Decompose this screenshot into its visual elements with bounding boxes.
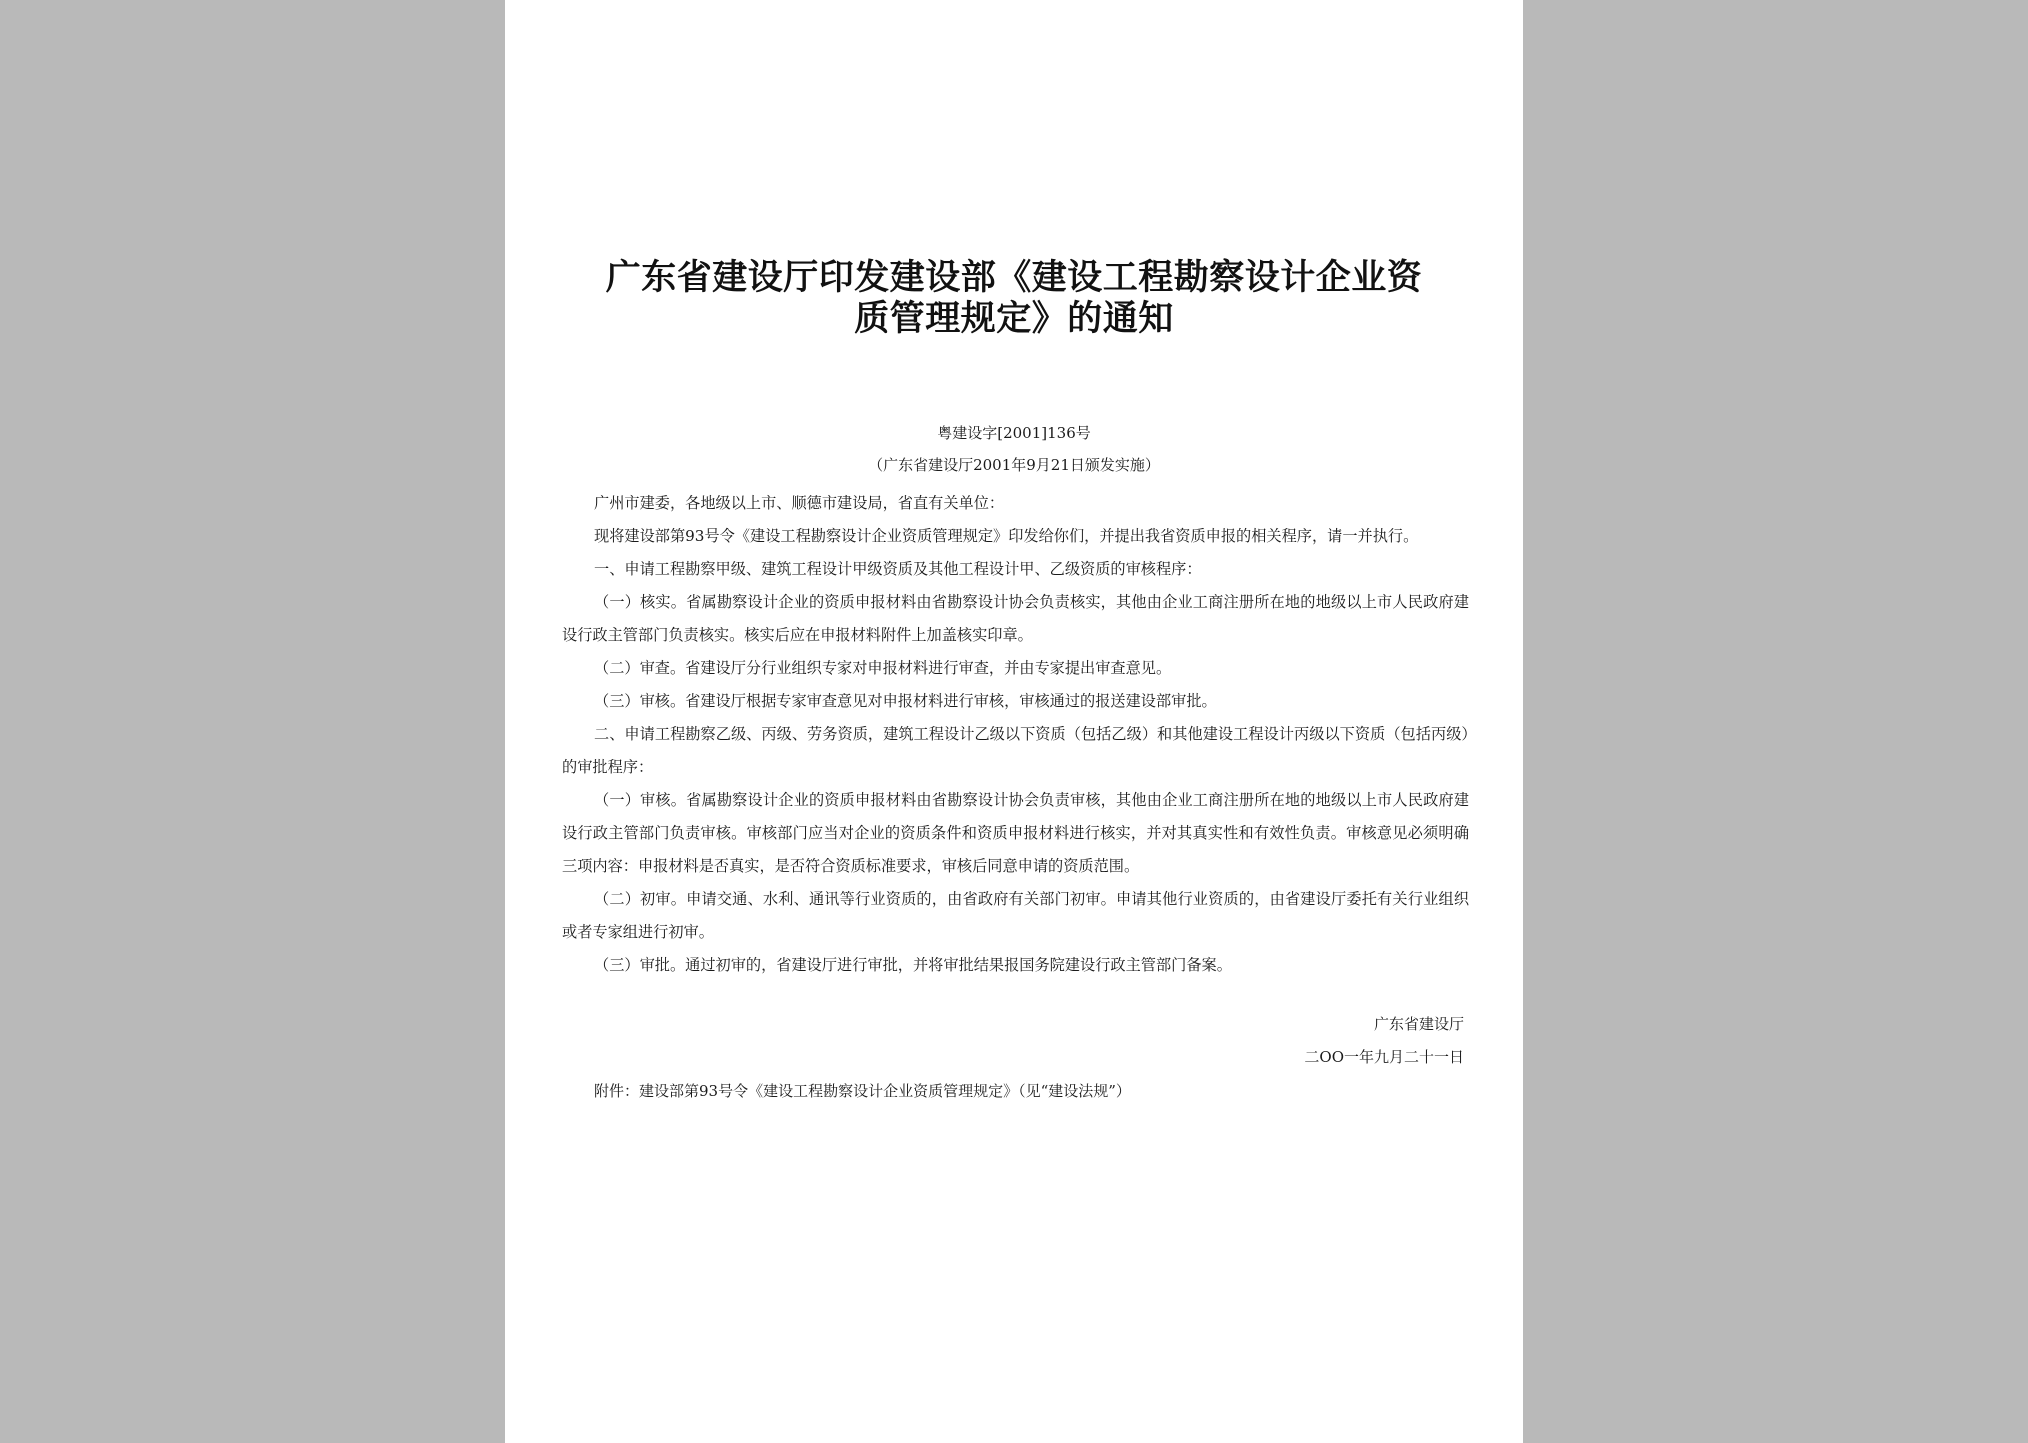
paragraph-1-3: （三）审核。省建设厅根据专家审查意见对申报材料进行审核，审核通过的报送建设部审批。 (594, 692, 1217, 710)
signature-organization: 广东省建设厅 (1373, 1015, 1464, 1033)
signature-date: 二OO一年九月二十一日 (1304, 1048, 1464, 1066)
paragraph-2-3: （三）审批。通过初审的，省建设厅进行审批，并将审批结果报国务院建设行政主管部门备案。 (594, 956, 1232, 974)
paragraph-section-2: 二、申请工程勘察乙级、丙级、劳务资质，建筑工程设计乙级以下资质（包括乙级）和其他建设工程设计丙级以下资质（包括丙级）的审批程序： (562, 725, 1469, 776)
document-number: 粤建设字[2001]136号 (937, 424, 1091, 442)
paragraph-intro: 现将建设部第93号令《建设工程勘察设计企业资质管理规定》印发给你们，并提出我省资质申报的相关程序，请一并执行。 (594, 527, 1419, 545)
issue-note: （广东省建设厅2001年9月21日颁发实施） (868, 456, 1160, 474)
document-page (505, 0, 1523, 1443)
paragraph-section-1: 一、申请工程勘察甲级、建筑工程设计甲级资质及其他工程设计甲、乙级资质的审核程序： (594, 560, 1202, 578)
paragraph-2-1: （一）审核。省属勘察设计企业的资质申报材料由省勘察设计协会负责审核，其他由企业工商注册所在地的地级以上市人民政府建设行政主管部门负责审核。审核部门应当对企业的资质条件和资质申报材料进行核实，并对其真实性和有效性负责。审核意见必须明确三项内容：申报材料是否真实，是否符合资质标准要求，审核后同意申请的资质范围。 (562, 791, 1469, 875)
document-body (562, 487, 1469, 982)
paragraph-1-2: （二）审查。省建设厅分行业组织专家对申报材料进行审查，并由专家提出审查意见。 (594, 659, 1172, 677)
title-line-1: 广东省建设厅印发建设部《建设工程勘察设计企业资 (605, 258, 1423, 298)
paragraph-1-1: （一）核实。省属勘察设计企业的资质申报材料由省勘察设计协会负责核实，其他由企业工商注册所在地的地级以上市人民政府建设行政主管部门负责核实。核实后应在申报材料附件上加盖核实印章。 (562, 593, 1469, 644)
title-line-2: 质管理规定》的通知 (854, 299, 1174, 339)
paragraph-addressees: 广州市建委，各地级以上市、顺德市建设局，省直有关单位： (594, 494, 1005, 512)
paragraph-2-2: （二）初审。申请交通、水利、通讯等行业资质的，由省政府有关部门初审。申请其他行业资质的，由省建设厅委托有关行业组织或者专家组进行初审。 (562, 890, 1469, 941)
document-title (595, 258, 1433, 340)
attachment-note: 附件：建设部第93号令《建设工程勘察设计企业资质管理规定》（见“建设法规”） (594, 1082, 1131, 1100)
